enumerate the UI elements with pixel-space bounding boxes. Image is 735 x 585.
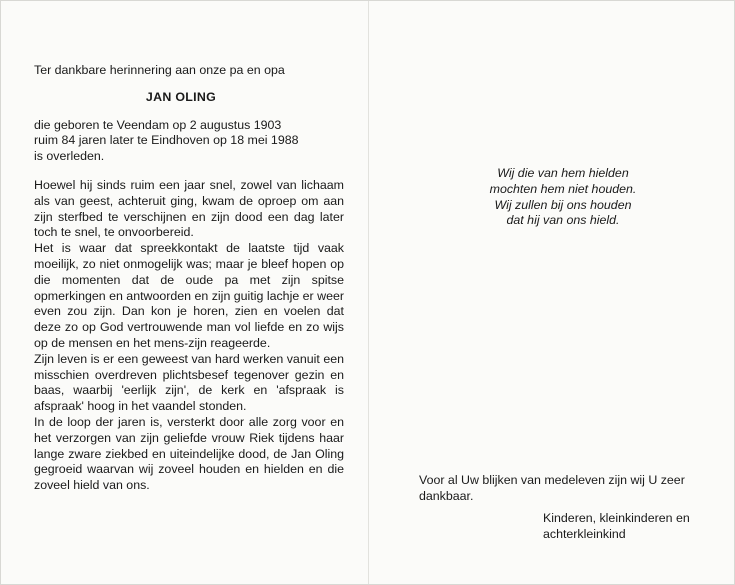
- poem-line-2: mochten hem niet houden.: [489, 181, 637, 196]
- paragraph-later-years: In de loop der jaren is, versterkt door alle zorg voor en het verzorgen van zijn geliefde vrouw Riek tijdens haar lange zware ziekbed en uiteindelijke dood, de Jan Oling gegroeid waarvan wij zoveel houden en hielden en die zoveel hield van ons.: [34, 414, 344, 493]
- thanks-text: Voor al Uw blijken van medeleven zijn wij U zeer dankbaar.: [419, 473, 685, 503]
- poem-line-1: Wij die van hem hielden: [497, 166, 629, 180]
- card-fold: [368, 1, 369, 584]
- birth-line-1: die geboren te Veendam op 2 augustus 1903: [34, 117, 282, 132]
- intro-line: Ter dankbare herinnering aan onze pa en opa: [34, 63, 285, 77]
- signature: Kinderen, kleinkinderen en achterkleinkind: [543, 511, 690, 541]
- paragraph-life: Zijn leven is er een geweest van hard werken vanuit een misschien overdreven plichtsbesef tegenover gezin en baas, waarbij 'eerlijk zijn', de kerk en 'afspraak is afspraak' hoog in het vaandel stonden.: [34, 351, 344, 414]
- birth-line-2: ruim 84 jaren later te Eindhoven op 18 mei 1988: [34, 133, 299, 148]
- paragraph-memories: Het is waar dat spreekkontakt de laatste tijd vaak moeilijk, zo niet onmogelijk was; maar je bleef hopen op die momenten dat de oude pa met zijn spitse opmerkingen en antwoorden en zijn guitig lachje er weer even zou zijn. Dan kon je horen, zien en voelen dat deze zo op God vertrouwende man vol liefde en zo wijs op de mensen en het mens-zijn reageerde.: [34, 241, 344, 350]
- poem-line-3: Wij zullen bij ons houden: [494, 197, 632, 212]
- left-panel: [34, 63, 344, 494]
- paragraph-decline: Hoewel hij sinds ruim een jaar snel, zowel van lichaam als van geest, achteruit ging, kwam de oproep om aan zijn sterfbed te verschijnen en zijn dood een dag later toch te snel, te onvoorbereid.: [34, 177, 344, 240]
- deceased-name: JAN OLING: [145, 89, 217, 104]
- poem: [433, 166, 693, 229]
- birth-line-3: is overleden.: [34, 149, 105, 164]
- poem-line-4: dat hij van ons hield.: [506, 213, 620, 228]
- birth-death-details: [34, 118, 344, 165]
